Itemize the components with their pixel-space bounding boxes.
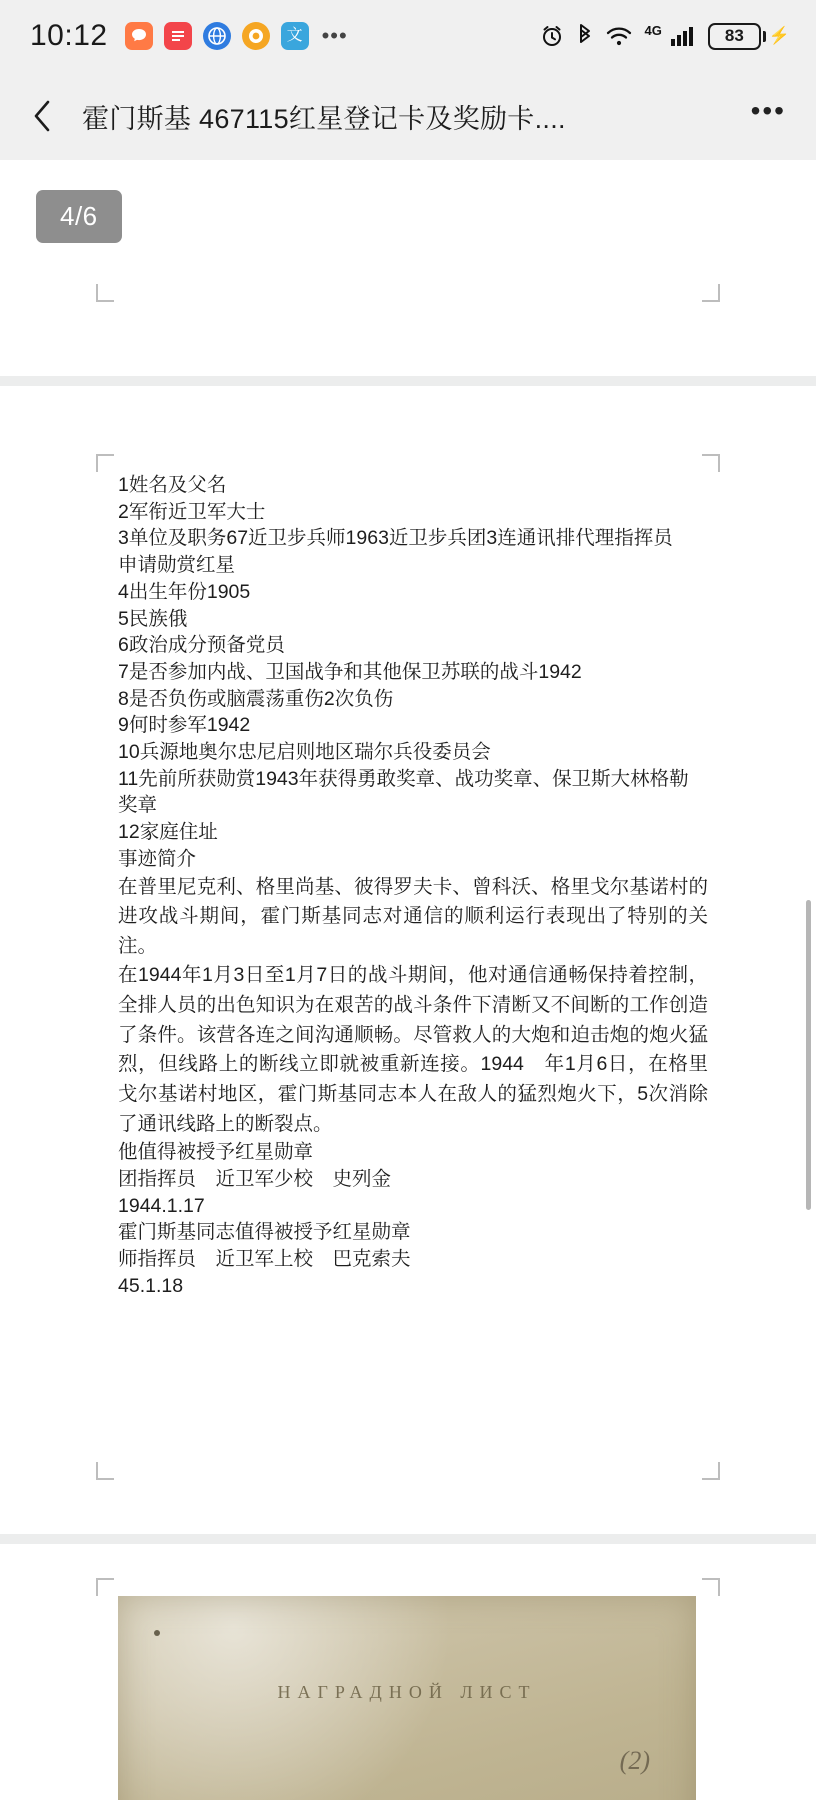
- camera-app-icon: [242, 22, 270, 50]
- doc-line: 11先前所获勋赏1943年获得勇敢奖章、战功奖章、保卫斯大林格勒奖章: [118, 767, 689, 817]
- app-title-bar: [0, 72, 816, 160]
- status-bar: [0, 0, 816, 72]
- crop-mark-icon: [96, 454, 114, 472]
- document-viewer[interactable]: [0, 160, 816, 1800]
- charging-bolt-icon: ⚡: [768, 26, 790, 45]
- crop-mark-icon: [702, 1578, 720, 1596]
- doc-paragraph: 在1944年1月3日至1月7日的战斗期间，他对通信通畅保持着控制，全排人员的出色知识为在艰苦的战斗条件下清断又不间断的工作创造了条件。该营各连之间沟通顺畅。尽管救人的大炮和迫击炮的炮火猛烈，但线路上的断线立即就被重新连接。1944 年1月6日，在格里戈尔基诺村地区，霍门斯基同志本人在敌人的猛烈炮火下，5次消除了通讯线路上的断裂点。: [118, 964, 708, 1135]
- crop-mark-icon: [96, 1578, 114, 1596]
- vertical-scrollbar[interactable]: [806, 900, 811, 1210]
- scan-handwriting-note: (2): [619, 1746, 650, 1775]
- battery-indicator: [708, 23, 790, 50]
- document-page-previous: [0, 160, 816, 376]
- doc-line: 4出生年份1905: [118, 580, 251, 603]
- browser-app-icon: [203, 22, 231, 50]
- wifi-icon: [605, 24, 633, 48]
- status-bar-left: [30, 19, 348, 53]
- doc-line: 霍门斯基同志值得被授予红星勋章: [118, 1221, 411, 1244]
- translate-app-icon: 文: [281, 22, 309, 50]
- page-title: 霍门斯基 467115红星登记卡及奖励卡....: [82, 103, 566, 134]
- page-indicator-badge: 4/6: [36, 190, 122, 243]
- doc-line: 团指挥员 近卫军少校 史列金: [118, 1167, 392, 1190]
- doc-line: 6政治成分预备党员: [118, 634, 285, 657]
- doc-line: 申请勋赏红星: [118, 554, 236, 577]
- status-overflow-icon: •••: [321, 23, 348, 48]
- crop-mark-icon: [702, 284, 720, 302]
- page-separator: [0, 376, 816, 386]
- document-body-text: [118, 472, 708, 1299]
- doc-line: 10兵源地奥尔忠尼启则地区瑞尔兵役委员会: [118, 741, 491, 764]
- scan-ink-dot: [154, 1630, 160, 1636]
- scanned-award-document: [118, 1596, 696, 1800]
- signal-bars-icon: [669, 24, 697, 48]
- bluetooth-icon: [576, 23, 594, 49]
- more-options-icon[interactable]: •••: [750, 95, 786, 126]
- doc-line: 2军衔近卫军大士: [118, 500, 266, 523]
- doc-line: 9何时参军1942: [118, 714, 251, 737]
- message-app-icon: [125, 22, 153, 50]
- status-clock: 10:12: [30, 19, 108, 52]
- doc-line: 5民族俄: [118, 607, 188, 630]
- doc-line: 3单位及职务67近卫步兵师1963近卫步兵团3连通讯排代理指挥员: [118, 527, 673, 550]
- doc-line: 7是否参加内战、卫国战争和其他保卫苏联的战斗1942: [118, 660, 582, 683]
- battery-level-label: 83: [708, 23, 761, 50]
- doc-line: 1944.1.17: [118, 1194, 205, 1217]
- news-app-icon: [164, 22, 192, 50]
- crop-mark-icon: [96, 284, 114, 302]
- doc-line: 事迹简介: [118, 847, 197, 870]
- doc-line: 师指挥员 近卫军上校 巴克索夫: [118, 1247, 411, 1270]
- doc-line: 他值得被授予红星勋章: [118, 1141, 314, 1164]
- doc-paragraph: 在普里尼克利、格里尚基、彼得罗夫卡、曾科沃、格里戈尔基诺村的进攻战斗期间，霍门斯基同志对通信的顺利运行表现出了特别的关注。: [118, 875, 708, 957]
- network-type-label: 4G: [644, 22, 662, 38]
- page-separator: [0, 1534, 816, 1544]
- document-page-next: [0, 1544, 816, 1800]
- crop-mark-icon: [702, 1462, 720, 1480]
- doc-line: 12家庭住址: [118, 821, 218, 844]
- doc-line: 1姓名及父名: [118, 474, 227, 496]
- doc-line: 45.1.18: [118, 1274, 184, 1297]
- status-bar-right: [539, 23, 790, 50]
- document-page-current: [0, 386, 816, 1534]
- crop-mark-icon: [96, 1462, 114, 1480]
- crop-mark-icon: [702, 454, 720, 472]
- doc-line: 8是否负伤或脑震荡重伤2次负伤: [118, 687, 394, 710]
- back-chevron-icon[interactable]: [26, 99, 60, 133]
- battery-cap: [763, 31, 766, 42]
- scan-heading-text: НАГРАДНОЙ ЛИСТ: [277, 1682, 537, 1702]
- alarm-icon: [539, 23, 565, 49]
